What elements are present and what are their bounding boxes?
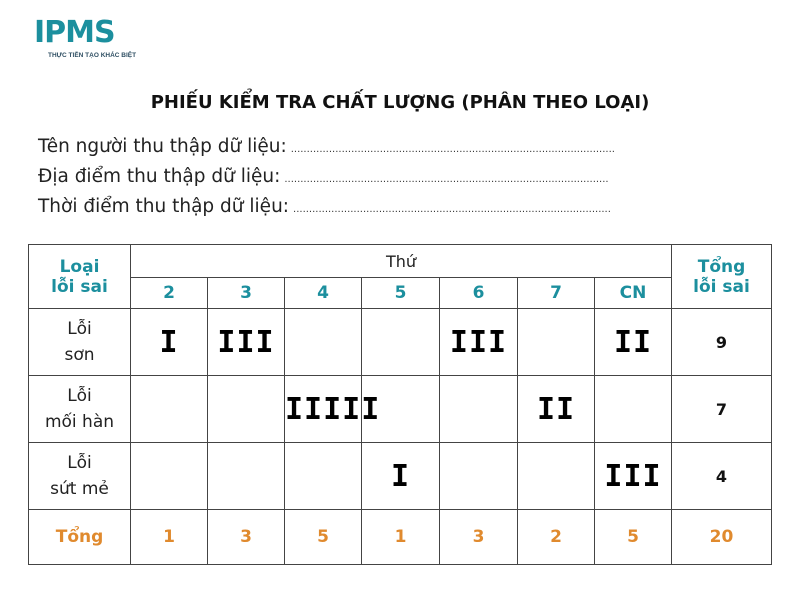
location-blank: ...................................................................................................... — [284, 174, 609, 185]
day-header: 5 — [362, 278, 440, 309]
total-errors-header-line2: lỗi sai — [693, 276, 750, 297]
tally-cell — [518, 443, 595, 510]
tally-cell: III — [440, 309, 518, 376]
location-label: Địa điểm thu thập dữ liệu: — [38, 166, 281, 187]
day-sum-cell: 1 — [362, 510, 440, 565]
day-header: 2 — [131, 278, 208, 309]
defect-type-line2: sơn — [64, 345, 95, 365]
tally-cell — [440, 443, 518, 510]
sum-label: Tổng — [29, 510, 131, 565]
day-header: 6 — [440, 278, 518, 309]
tally-cell — [131, 443, 208, 510]
time-label: Thời điểm thu thập dữ liệu: — [38, 196, 290, 217]
grand-total-cell: 20 — [672, 510, 772, 565]
row-total-cell: 9 — [672, 309, 772, 376]
defect-type-line2: sứt mẻ — [50, 479, 109, 499]
day-header: 4 — [285, 278, 362, 309]
tally-cell: II — [518, 376, 595, 443]
defect-type-cell — [29, 376, 131, 443]
page-title: PHIẾU KIỂM TRA CHẤT LƯỢNG (PHÂN THEO LOẠI) — [150, 92, 650, 113]
day-sum-cell: 3 — [208, 510, 285, 565]
weekday-header: Thứ — [131, 245, 672, 278]
row-total-cell: 4 — [672, 443, 772, 510]
tally-cell — [595, 376, 672, 443]
tally-cell — [285, 309, 362, 376]
day-sum-cell: 3 — [440, 510, 518, 565]
logo-tagline: THỰC TIỄN TẠO KHÁC BIỆT — [48, 52, 137, 59]
table-row — [29, 376, 772, 443]
day-sum-cell: 1 — [131, 510, 208, 565]
tally-cell — [208, 376, 285, 443]
day-header: CN — [595, 278, 672, 309]
defect-type-line2: mối hàn — [44, 412, 115, 432]
sum-row — [29, 510, 772, 565]
row-total-cell: 7 — [672, 376, 772, 443]
total-errors-header-line1: Tổng — [697, 256, 746, 277]
tally-cell: II — [595, 309, 672, 376]
defect-type-line1: Lỗi — [67, 319, 92, 339]
collector-name-blank: ...................................................................................................... — [290, 144, 615, 155]
time-line — [38, 196, 738, 226]
defect-type-cell — [29, 309, 131, 376]
total-errors-header — [672, 245, 772, 309]
defect-type-header-line2: lỗi sai — [51, 276, 108, 297]
tally-cell — [362, 309, 440, 376]
time-blank: .................................................................................................... — [293, 204, 611, 215]
tally-cell: III — [595, 443, 672, 510]
company-logo — [34, 16, 154, 66]
day-header: 7 — [518, 278, 595, 309]
location-line — [38, 166, 738, 196]
info-section — [38, 136, 738, 226]
tally-cell — [440, 376, 518, 443]
defect-type-cell — [29, 443, 131, 510]
tally-cell — [518, 309, 595, 376]
collector-name-label: Tên người thu thập dữ liệu: — [38, 136, 287, 157]
table-row — [29, 443, 772, 510]
table-row — [29, 309, 772, 376]
defect-type-line1: Lỗi — [67, 453, 92, 473]
day-sum-cell: 5 — [595, 510, 672, 565]
tally-cell: IIIII — [285, 376, 362, 443]
day-sum-cell: 5 — [285, 510, 362, 565]
tally-cell — [208, 443, 285, 510]
tally-cell: III — [208, 309, 285, 376]
collector-name-line — [38, 136, 738, 166]
day-header: 3 — [208, 278, 285, 309]
defect-type-header — [29, 245, 131, 309]
day-sum-cell: 2 — [518, 510, 595, 565]
defect-type-header-line1: Loại — [59, 256, 100, 277]
tally-cell — [285, 443, 362, 510]
defect-type-line1: Lỗi — [67, 386, 92, 406]
tally-cell: I — [131, 309, 208, 376]
quality-check-table — [28, 244, 772, 565]
logo-text: IPMS — [34, 15, 115, 50]
tally-cell — [131, 376, 208, 443]
tally-cell: I — [362, 443, 440, 510]
